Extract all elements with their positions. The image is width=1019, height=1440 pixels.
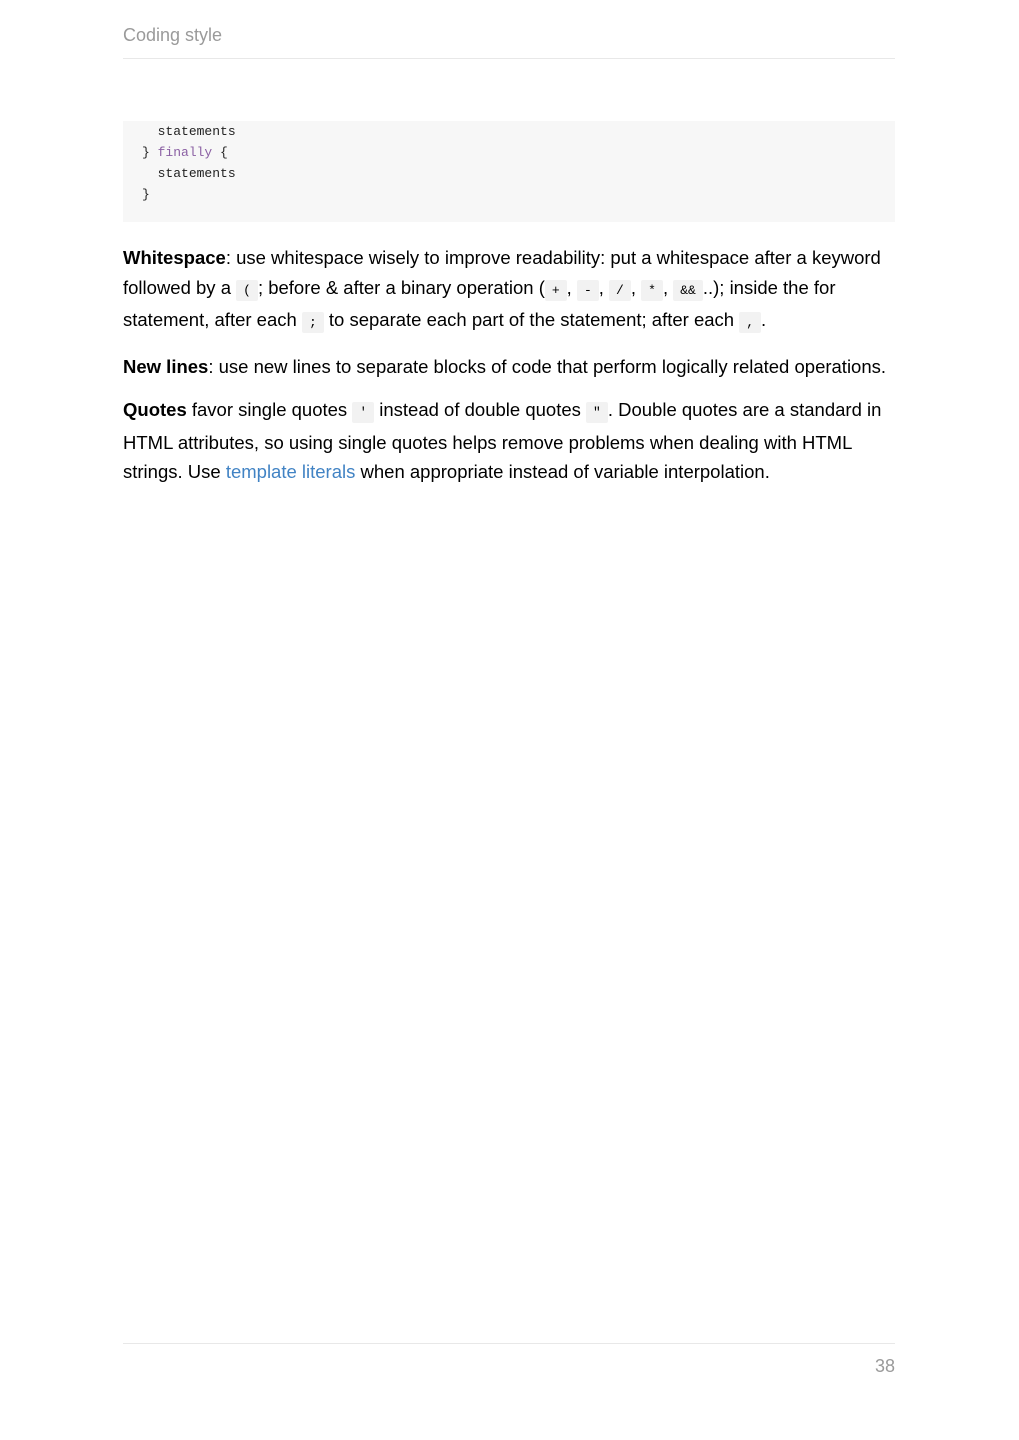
inline-code: ' (352, 402, 374, 423)
keyword-finally: finally (157, 145, 213, 160)
inline-code: + (545, 280, 567, 301)
inline-code: ; (302, 312, 324, 333)
inline-code: && (673, 280, 703, 301)
code-block (123, 121, 895, 222)
separator: , (630, 276, 642, 298)
paragraph-text: ..); inside the for statement, after each (123, 276, 836, 330)
whitespace-paragraph (123, 243, 895, 338)
code-text: statements (157, 124, 236, 139)
paragraph-text: : use new lines to separate blocks of code that perform logically related operations. (208, 355, 887, 377)
paragraph-text: when appropriate instead of variable interpolation. (355, 461, 770, 482)
inline-code: * (641, 280, 663, 301)
code-line (142, 142, 228, 163)
inline-code: / (609, 280, 631, 301)
whitespace-term: Whitespace (123, 247, 226, 268)
separator: , (598, 276, 610, 298)
paragraph-text: ; before & after a binary operation ( (257, 276, 545, 298)
quotes-term: Quotes (123, 399, 187, 420)
code-line (142, 184, 150, 205)
paragraph-text: : use whitespace wisely to improve readability: put a whitespace after a keyword followed by a (123, 247, 881, 298)
inline-code: " (586, 402, 608, 423)
page-footer (123, 1343, 895, 1376)
code-text: { (212, 145, 228, 160)
code-text: } (142, 187, 150, 202)
newlines-paragraph (123, 352, 895, 382)
code-line (142, 163, 236, 184)
quotes-paragraph (123, 395, 895, 487)
newlines-term: New lines (123, 355, 209, 377)
separator: , (566, 276, 577, 298)
header-title: Coding style (123, 25, 223, 45)
main-content (123, 243, 895, 501)
inline-code: - (577, 280, 599, 301)
page-header (123, 22, 895, 59)
code-text: } (142, 145, 158, 160)
paragraph-text: favor single quotes (186, 399, 353, 420)
paragraph-text: instead of double quotes (374, 399, 587, 420)
template-literals-link[interactable]: template literals (225, 461, 356, 482)
separator: , (662, 276, 674, 298)
code-line (142, 121, 236, 142)
paragraph-text: . (761, 309, 767, 330)
inline-code: ( (236, 280, 258, 301)
paragraph-text: to separate each part of the statement; after each (323, 309, 740, 330)
code-text: statements (157, 166, 236, 181)
paragraph-text: . Double quotes are a standard in HTML attributes, so using single quotes helps remove problems when dealing with HTML strings. Use (123, 399, 882, 482)
inline-code: , (739, 312, 761, 333)
page-number: 38 (874, 1356, 895, 1376)
